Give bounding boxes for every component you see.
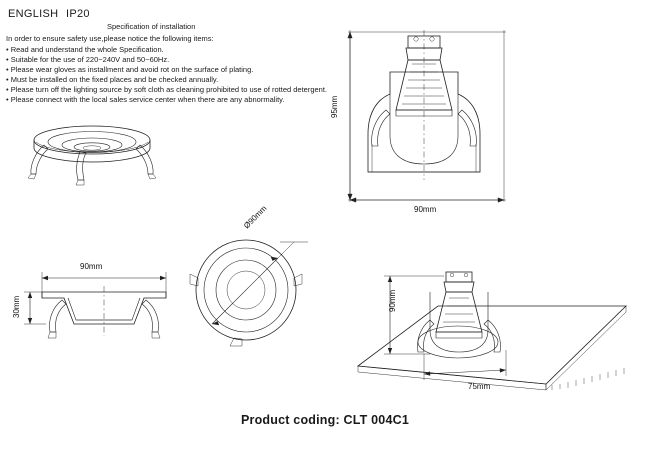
side-height-dimension: 30mm: [12, 295, 21, 318]
spec-title: Specification of installation: [107, 22, 196, 31]
spec-item: • Please turn off the lighting source by soft cloth as cleaning prohibited to use of rotted detergent.: [6, 85, 328, 94]
side-width-dimension: 90mm: [80, 262, 103, 271]
top-diameter-dimension: Ø90mm: [242, 203, 269, 231]
product-coding-label: Product coding: CLT 004C1: [241, 413, 409, 427]
spec-item: • Read and understand the whole Specification.: [6, 45, 164, 54]
spec-item: • Suitable for the use of 220~240V and 50~60Hz.: [6, 55, 170, 64]
front-width-dimension: 90mm: [414, 205, 437, 214]
spec-item: • Must be installed on the fixed places and be checked annually.: [6, 75, 219, 84]
spec-item: • Please connect with the local sales service center when there are any abnormality.: [6, 95, 285, 104]
spec-intro: In order to ensure safety use,please notice the following items:: [6, 34, 214, 43]
ip-rating-label: IP20: [66, 8, 90, 20]
ceiling-cutout-dimension: 75mm: [468, 382, 491, 391]
spec-item: • Please wear gloves as installment and avoid rot on the surface of plating.: [6, 65, 254, 74]
ceiling-depth-dimension: 90mm: [388, 289, 397, 312]
front-height-dimension: 95mm: [330, 95, 339, 118]
front-section-view: [320, 14, 520, 214]
language-label: ENGLISH: [8, 8, 59, 20]
top-view: [182, 228, 312, 353]
perspective-housing-view: [14, 112, 194, 202]
